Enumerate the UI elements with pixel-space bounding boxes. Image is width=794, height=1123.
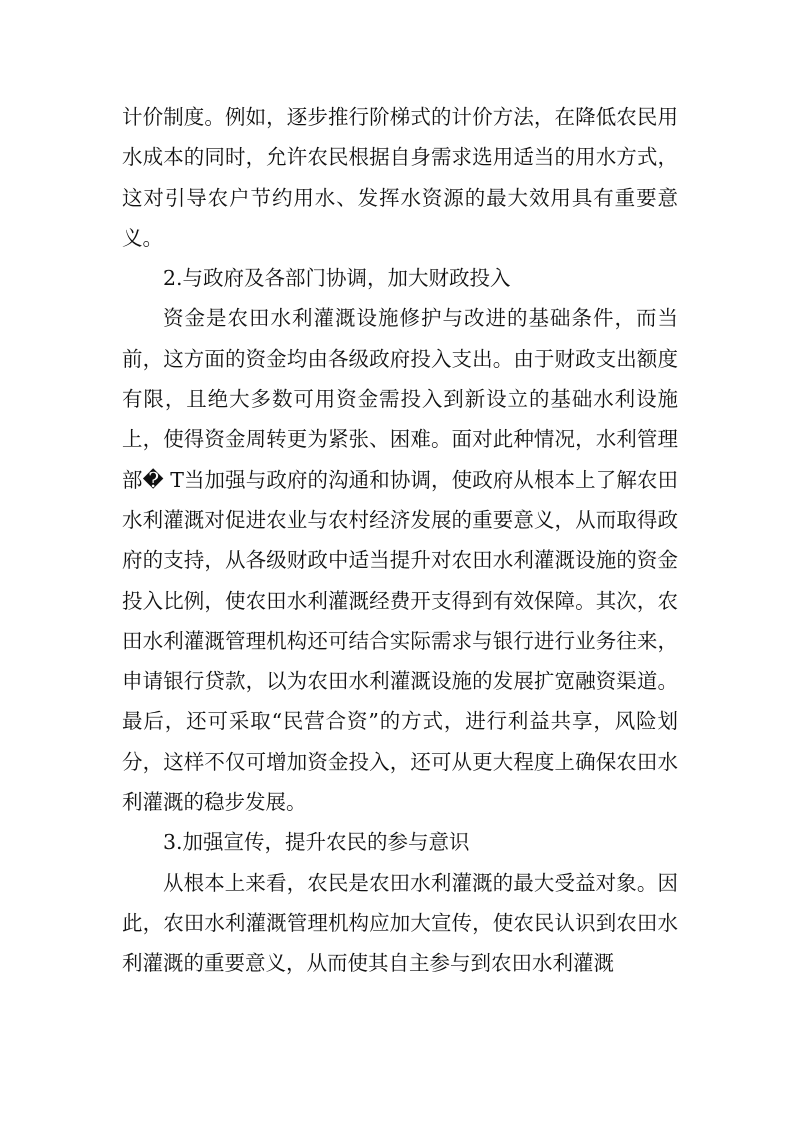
- document-body: [122, 97, 678, 984]
- paragraph-funding: 资金是农田水利灌溉设施修护与改进的基础条件，而当前，这方面的资金均由各级政府投入支出。由于财政支出额度有限，且绝大多数可用资金需投入到新设立的基础水利设施上，使得资金周转更为紧张、困难。面对此种情况，水利管理部� T当加强与政府的沟通和协调，使政府从根本上了解农田水利灌溉对促进农业与农村经济发展的重要意义，从而取得政府的支持，从各级财政中适当提升对农田水利灌溉设施的资金投入比例，使农田水利灌溉经费开支得到有效保障。其次，农田水利灌溉管理机构还可结合实际需求与银行进行业务往来，申请银行贷款，以为农田水利灌溉设施的发展扩宽融资渠道。最后，还可采取“民营合资”的方式，进行利益共享，风险划分，这样不仅可增加资金投入，还可从更大程度上确保农田水利灌溉的稳步发展。: [122, 306, 678, 815]
- paragraph-continuation: 计价制度。例如，逐步推行阶梯式的计价方法，在降低农民用水成本的同时，允许农民根据自身需求选用适当的用水方式，这对引导农户节约用水、发挥水资源的最大效用具有重要意义。: [122, 105, 678, 250]
- paragraph-awareness: 从根本上来看，农民是农田水利灌溉的最大受益对象。因此，农田水利灌溉管理机构应加大宣传，使农民认识到农田水利灌溉的重要意义，从而使其自主参与到农田水利灌溉: [122, 870, 678, 976]
- section-heading-2: 2.与政府及各部门协调，加大财政投入: [163, 266, 511, 291]
- section-heading-3: 3.加强宣传，提升农民的参与意识: [163, 830, 470, 855]
